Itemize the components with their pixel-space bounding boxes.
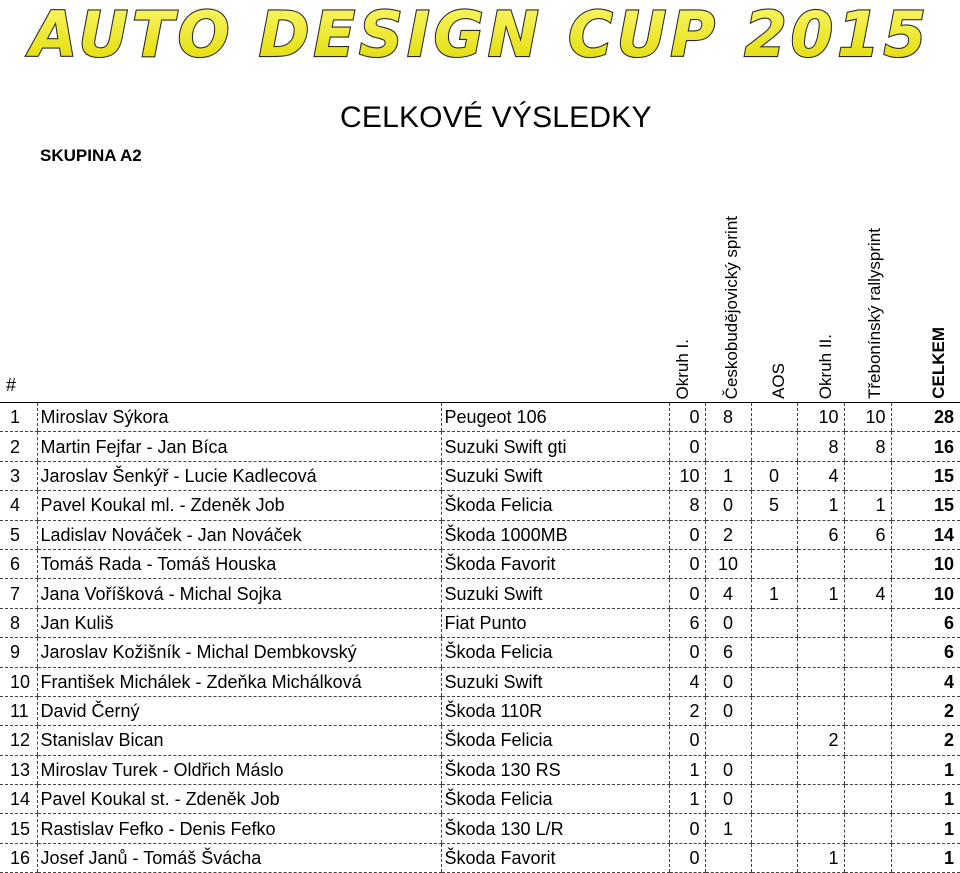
score-okruh-2-cell: 1 (797, 843, 844, 872)
total-cell: 15 (891, 491, 960, 520)
score-aos-cell: 5 (751, 491, 797, 520)
score-rallysprint-cell (844, 608, 891, 637)
score-cb-sprint-cell: 0 (705, 667, 751, 696)
car-cell: Škoda 130 L/R (441, 814, 669, 843)
driver-name-cell: Miroslav Turek - Oldřich Máslo (37, 755, 441, 784)
score-okruh-2-cell: 6 (797, 520, 844, 549)
car-cell: Peugeot 106 (441, 403, 669, 432)
table-row (0, 785, 960, 814)
car-cell: Suzuki Swift gti (441, 432, 669, 461)
score-rallysprint-cell (844, 638, 891, 667)
rank-cell: 14 (0, 785, 37, 814)
rank-cell: 6 (0, 549, 37, 578)
column-header-okruh-2: Okruh II. (816, 333, 835, 399)
score-okruh-2-cell: 1 (797, 491, 844, 520)
score-cb-sprint-cell: 10 (705, 549, 751, 578)
total-cell: 15 (891, 461, 960, 490)
score-rallysprint-cell (844, 843, 891, 872)
rank-cell: 15 (0, 814, 37, 843)
car-cell: Škoda Favorit (441, 843, 669, 872)
total-cell: 1 (891, 814, 960, 843)
score-aos-cell: 1 (751, 579, 797, 608)
score-rallysprint-cell (844, 785, 891, 814)
total-cell: 10 (891, 549, 960, 578)
score-aos-cell: 0 (751, 461, 797, 490)
driver-name-cell: Rastislav Fefko - Denis Fefko (37, 814, 441, 843)
score-okruh-2-cell (797, 696, 844, 725)
total-cell: 6 (891, 638, 960, 667)
driver-name-cell: Josef Janů - Tomáš Švácha (37, 843, 441, 872)
driver-name-cell: Jana Voříšková - Michal Sojka (37, 579, 441, 608)
score-aos-cell (751, 638, 797, 667)
driver-name-cell: František Michálek - Zdeňka Michálková (37, 667, 441, 696)
driver-name-cell: David Černý (37, 696, 441, 725)
svg-text:AUTO DESIGN CUP 2015: AUTO DESIGN CUP 2015 (25, 0, 930, 70)
score-rallysprint-cell (844, 667, 891, 696)
score-okruh-2-cell (797, 667, 844, 696)
score-okruh-1-cell: 2 (669, 696, 705, 725)
score-cb-sprint-cell: 1 (705, 814, 751, 843)
score-aos-cell (751, 549, 797, 578)
table-row (0, 755, 960, 784)
rank-cell: 1 (0, 403, 37, 432)
column-header-trebon-rallysprint: Třebonínský rallysprint (865, 227, 884, 399)
table-row (0, 461, 960, 490)
rank-cell: 8 (0, 608, 37, 637)
rank-cell: 4 (0, 491, 37, 520)
table-row (0, 608, 960, 637)
driver-name-cell: Martin Fejfar - Jan Bíca (37, 432, 441, 461)
score-okruh-1-cell: 0 (669, 403, 705, 432)
score-rallysprint-cell (844, 726, 891, 755)
car-cell: Škoda Felicia (441, 726, 669, 755)
score-cb-sprint-cell: 0 (705, 491, 751, 520)
car-cell: Škoda Felicia (441, 491, 669, 520)
score-okruh-2-cell (797, 814, 844, 843)
driver-name-cell: Jaroslav Šenkýř - Lucie Kadlecová (37, 461, 441, 490)
total-cell: 1 (891, 755, 960, 784)
banner-logo (0, 0, 960, 70)
score-aos-cell (751, 403, 797, 432)
score-cb-sprint-cell: 6 (705, 638, 751, 667)
rank-cell: 9 (0, 638, 37, 667)
score-okruh-1-cell: 10 (669, 461, 705, 490)
score-okruh-2-cell (797, 638, 844, 667)
score-aos-cell (751, 726, 797, 755)
driver-name-cell: Tomáš Rada - Tomáš Houska (37, 549, 441, 578)
score-okruh-2-cell (797, 755, 844, 784)
score-okruh-1-cell: 6 (669, 608, 705, 637)
score-cb-sprint-cell: 8 (705, 403, 751, 432)
table-row (0, 726, 960, 755)
score-rallysprint-cell (844, 696, 891, 725)
score-cb-sprint-cell: 4 (705, 579, 751, 608)
score-cb-sprint-cell (705, 843, 751, 872)
total-cell: 10 (891, 579, 960, 608)
table-row (0, 696, 960, 725)
score-okruh-2-cell (797, 549, 844, 578)
column-header-aos: AOS (769, 363, 788, 399)
driver-name-cell: Miroslav Sýkora (37, 403, 441, 432)
car-cell: Škoda 130 RS (441, 755, 669, 784)
score-rallysprint-cell (844, 461, 891, 490)
score-okruh-1-cell: 0 (669, 520, 705, 549)
total-cell: 14 (891, 520, 960, 549)
table-row (0, 491, 960, 520)
score-rallysprint-cell (844, 549, 891, 578)
total-cell: 4 (891, 667, 960, 696)
score-rallysprint-cell: 10 (844, 403, 891, 432)
score-okruh-2-cell: 2 (797, 726, 844, 755)
score-aos-cell (751, 432, 797, 461)
total-cell: 2 (891, 726, 960, 755)
score-okruh-1-cell: 1 (669, 755, 705, 784)
column-header-okruh-1: Okruh I. (673, 338, 692, 399)
score-okruh-1-cell: 0 (669, 814, 705, 843)
score-okruh-1-cell: 0 (669, 843, 705, 872)
score-rallysprint-cell: 6 (844, 520, 891, 549)
score-aos-cell (751, 667, 797, 696)
score-cb-sprint-cell: 0 (705, 696, 751, 725)
score-rallysprint-cell: 8 (844, 432, 891, 461)
rank-cell: 12 (0, 726, 37, 755)
score-aos-cell (751, 814, 797, 843)
car-cell: Škoda Felicia (441, 638, 669, 667)
score-aos-cell (751, 785, 797, 814)
total-cell: 28 (891, 403, 960, 432)
score-rallysprint-cell (844, 814, 891, 843)
score-cb-sprint-cell: 2 (705, 520, 751, 549)
score-okruh-1-cell: 0 (669, 579, 705, 608)
score-cb-sprint-cell: 1 (705, 461, 751, 490)
table-row (0, 520, 960, 549)
table-row (0, 432, 960, 461)
column-header-celkem: CELKEM (929, 327, 948, 399)
rank-header: # (6, 375, 17, 395)
score-cb-sprint-cell: 0 (705, 755, 751, 784)
page-title: CELKOVÉ VÝSLEDKY (340, 101, 652, 134)
rank-cell: 10 (0, 667, 37, 696)
car-cell: Suzuki Swift (441, 579, 669, 608)
score-okruh-2-cell (797, 785, 844, 814)
car-cell: Fiat Punto (441, 608, 669, 637)
car-cell: Škoda Favorit (441, 549, 669, 578)
rank-cell: 7 (0, 579, 37, 608)
results-table (0, 402, 960, 873)
score-okruh-1-cell: 1 (669, 785, 705, 814)
score-rallysprint-cell: 4 (844, 579, 891, 608)
driver-name-cell: Jaroslav Kožišník - Michal Dembkovský (37, 638, 441, 667)
car-cell: Suzuki Swift (441, 461, 669, 490)
score-okruh-1-cell: 0 (669, 549, 705, 578)
rank-cell: 13 (0, 755, 37, 784)
score-okruh-2-cell: 8 (797, 432, 844, 461)
score-okruh-1-cell: 0 (669, 726, 705, 755)
score-aos-cell (751, 755, 797, 784)
score-aos-cell (751, 520, 797, 549)
table-row (0, 667, 960, 696)
score-okruh-2-cell: 1 (797, 579, 844, 608)
car-cell: Suzuki Swift (441, 667, 669, 696)
rank-cell: 16 (0, 843, 37, 872)
total-cell: 1 (891, 843, 960, 872)
total-cell: 2 (891, 696, 960, 725)
driver-name-cell: Pavel Koukal st. - Zdeněk Job (37, 785, 441, 814)
score-aos-cell (751, 843, 797, 872)
table-row (0, 549, 960, 578)
rank-cell: 5 (0, 520, 37, 549)
score-okruh-1-cell: 4 (669, 667, 705, 696)
total-cell: 6 (891, 608, 960, 637)
car-cell: Škoda 110R (441, 696, 669, 725)
score-okruh-1-cell: 0 (669, 638, 705, 667)
table-row (0, 579, 960, 608)
rank-cell: 11 (0, 696, 37, 725)
table-row (0, 843, 960, 872)
score-rallysprint-cell (844, 755, 891, 784)
score-okruh-2-cell: 4 (797, 461, 844, 490)
score-okruh-2-cell (797, 608, 844, 637)
total-cell: 1 (891, 785, 960, 814)
driver-name-cell: Jan Kuliš (37, 608, 441, 637)
rank-cell: 3 (0, 461, 37, 490)
table-row (0, 814, 960, 843)
score-cb-sprint-cell (705, 432, 751, 461)
score-aos-cell (751, 696, 797, 725)
table-row (0, 403, 960, 432)
score-cb-sprint-cell (705, 726, 751, 755)
score-cb-sprint-cell: 0 (705, 608, 751, 637)
driver-name-cell: Ladislav Nováček - Jan Nováček (37, 520, 441, 549)
score-cb-sprint-cell: 0 (705, 785, 751, 814)
score-okruh-2-cell: 10 (797, 403, 844, 432)
table-row (0, 638, 960, 667)
score-okruh-1-cell: 0 (669, 432, 705, 461)
rank-cell: 2 (0, 432, 37, 461)
car-cell: Škoda 1000MB (441, 520, 669, 549)
score-aos-cell (751, 608, 797, 637)
score-okruh-1-cell: 8 (669, 491, 705, 520)
column-header-ceskobudejovicky-sprint: Českobudějovický sprint (722, 215, 741, 399)
group-label: SKUPINA A2 (40, 146, 142, 165)
car-cell: Škoda Felicia (441, 785, 669, 814)
total-cell: 16 (891, 432, 960, 461)
driver-name-cell: Stanislav Bican (37, 726, 441, 755)
score-rallysprint-cell: 1 (844, 491, 891, 520)
driver-name-cell: Pavel Koukal ml. - Zdeněk Job (37, 491, 441, 520)
